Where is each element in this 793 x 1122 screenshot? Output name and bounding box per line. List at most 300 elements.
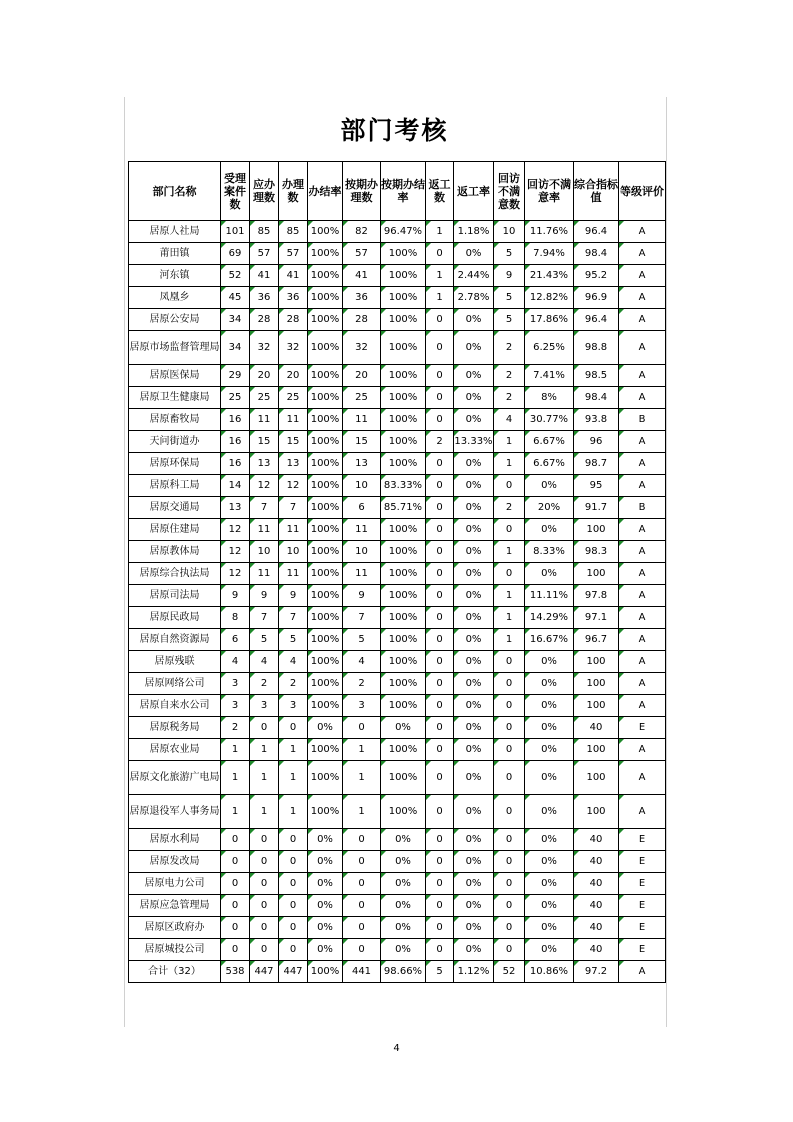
value-cell: 0% [454, 309, 494, 331]
value-cell: 2 [250, 673, 279, 695]
value-cell: 447 [279, 961, 308, 983]
value-cell: 1 [426, 265, 454, 287]
value-cell: 0 [494, 563, 525, 585]
department-name-cell: 居原税务局 [129, 717, 221, 739]
value-cell: 0 [426, 453, 454, 475]
value-cell: 0 [250, 895, 279, 917]
value-cell: 100% [308, 387, 343, 409]
value-cell: 0 [343, 895, 381, 917]
value-cell: 0% [381, 873, 426, 895]
table-row [129, 475, 666, 497]
value-cell: 100% [381, 387, 426, 409]
value-cell: 2 [426, 431, 454, 453]
value-cell: A [619, 475, 666, 497]
value-cell: 0% [525, 829, 574, 851]
value-cell: 100% [308, 475, 343, 497]
department-name-cell: 居原司法局 [129, 585, 221, 607]
value-cell: 0% [454, 873, 494, 895]
value-cell: 4 [279, 651, 308, 673]
header-cell: 回访不满意数 [494, 162, 525, 221]
department-name-cell: 天问街道办 [129, 431, 221, 453]
value-cell: 12 [250, 475, 279, 497]
value-cell: 97.2 [574, 961, 619, 983]
department-name-cell: 居原残联 [129, 651, 221, 673]
value-cell: 34 [221, 309, 250, 331]
value-cell: 0 [494, 917, 525, 939]
value-cell: 0 [426, 243, 454, 265]
value-cell: 0% [454, 717, 494, 739]
department-name-cell: 居原交通局 [129, 497, 221, 519]
value-cell: 40 [574, 873, 619, 895]
value-cell: 0% [454, 563, 494, 585]
value-cell: 0 [426, 309, 454, 331]
value-cell: 1 [494, 629, 525, 651]
value-cell: A [619, 519, 666, 541]
value-cell: A [619, 365, 666, 387]
value-cell: 2.44% [454, 265, 494, 287]
value-cell: 1 [343, 795, 381, 829]
value-cell: 10 [279, 541, 308, 563]
value-cell: 0% [454, 795, 494, 829]
value-cell: 40 [574, 939, 619, 961]
value-cell: 100% [308, 585, 343, 607]
value-cell: 0 [279, 829, 308, 851]
value-cell: 441 [343, 961, 381, 983]
value-cell: 100% [308, 629, 343, 651]
value-cell: 0% [454, 475, 494, 497]
value-cell: 4 [250, 651, 279, 673]
value-cell: 25 [221, 387, 250, 409]
value-cell: 0% [308, 851, 343, 873]
table-row [129, 629, 666, 651]
value-cell: 36 [343, 287, 381, 309]
header-row [129, 162, 666, 221]
value-cell: 8.33% [525, 541, 574, 563]
table-row [129, 795, 666, 829]
value-cell: E [619, 829, 666, 851]
department-name-cell: 合计（32） [129, 961, 221, 983]
value-cell: 0 [494, 829, 525, 851]
department-name-cell: 居原卫生健康局 [129, 387, 221, 409]
value-cell: B [619, 497, 666, 519]
value-cell: 0% [454, 365, 494, 387]
department-name-cell: 居原电力公司 [129, 873, 221, 895]
value-cell: 12 [221, 541, 250, 563]
value-cell: 0 [426, 585, 454, 607]
value-cell: 100% [308, 265, 343, 287]
value-cell: 0% [308, 917, 343, 939]
value-cell: 17.86% [525, 309, 574, 331]
value-cell: 0 [494, 651, 525, 673]
value-cell: 7.41% [525, 365, 574, 387]
value-cell: 0 [426, 409, 454, 431]
value-cell: 95 [574, 475, 619, 497]
department-name-cell: 居原退役军人事务局 [129, 795, 221, 829]
value-cell: 100% [381, 431, 426, 453]
header-cell: 办结率 [308, 162, 343, 221]
value-cell: A [619, 961, 666, 983]
value-cell: A [619, 695, 666, 717]
value-cell: 1 [426, 287, 454, 309]
value-cell: 21.43% [525, 265, 574, 287]
value-cell: 0% [525, 695, 574, 717]
value-cell: 0 [426, 651, 454, 673]
value-cell: 29 [221, 365, 250, 387]
department-name-cell: 居原农业局 [129, 739, 221, 761]
value-cell: 0 [426, 873, 454, 895]
value-cell: 0 [250, 851, 279, 873]
value-cell: 12 [221, 519, 250, 541]
value-cell: 0% [454, 895, 494, 917]
value-cell: 100% [308, 961, 343, 983]
value-cell: 15 [343, 431, 381, 453]
value-cell: 1 [343, 739, 381, 761]
value-cell: 10 [343, 475, 381, 497]
value-cell: 0 [426, 365, 454, 387]
value-cell: 100% [381, 761, 426, 795]
table-body [129, 221, 666, 983]
value-cell: 11 [343, 409, 381, 431]
value-cell: 20 [279, 365, 308, 387]
value-cell: 2 [494, 387, 525, 409]
value-cell: 40 [574, 917, 619, 939]
value-cell: 0% [454, 629, 494, 651]
table-row [129, 331, 666, 365]
value-cell: 0% [454, 651, 494, 673]
value-cell: 20 [250, 365, 279, 387]
department-name-cell: 居原发改局 [129, 851, 221, 873]
value-cell: 1 [221, 795, 250, 829]
value-cell: 0% [454, 761, 494, 795]
value-cell: 6 [343, 497, 381, 519]
department-assessment-table [128, 161, 666, 983]
value-cell: A [619, 287, 666, 309]
value-cell: 0 [343, 851, 381, 873]
value-cell: 100% [381, 607, 426, 629]
header-cell: 应办理数 [250, 162, 279, 221]
value-cell: 5 [494, 309, 525, 331]
value-cell: 3 [221, 695, 250, 717]
value-cell: 32 [343, 331, 381, 365]
value-cell: 11 [279, 563, 308, 585]
value-cell: E [619, 873, 666, 895]
value-cell: 0% [454, 673, 494, 695]
value-cell: 100% [381, 795, 426, 829]
table-row [129, 673, 666, 695]
value-cell: 100% [381, 519, 426, 541]
value-cell: 3 [221, 673, 250, 695]
value-cell: 11 [279, 409, 308, 431]
value-cell: 0% [454, 243, 494, 265]
value-cell: 0 [221, 829, 250, 851]
value-cell: 100% [308, 331, 343, 365]
value-cell: 7 [250, 497, 279, 519]
value-cell: 12.82% [525, 287, 574, 309]
value-cell: 0% [525, 895, 574, 917]
value-cell: 98.4 [574, 387, 619, 409]
value-cell: 0 [343, 939, 381, 961]
value-cell: 13 [279, 453, 308, 475]
department-name-cell: 居原区政府办 [129, 917, 221, 939]
value-cell: 0 [494, 851, 525, 873]
value-cell: 3 [250, 695, 279, 717]
value-cell: 100% [308, 739, 343, 761]
department-name-cell: 凤凰乡 [129, 287, 221, 309]
value-cell: 0 [343, 873, 381, 895]
value-cell: 1 [494, 607, 525, 629]
value-cell: 100 [574, 739, 619, 761]
value-cell: 0% [381, 851, 426, 873]
value-cell: 0 [426, 673, 454, 695]
value-cell: 10 [494, 221, 525, 243]
table-row [129, 409, 666, 431]
value-cell: 5 [343, 629, 381, 651]
value-cell: 0 [221, 917, 250, 939]
value-cell: A [619, 585, 666, 607]
header-cell: 部门名称 [129, 162, 221, 221]
value-cell: 101 [221, 221, 250, 243]
page-title: 部门考核 [340, 116, 449, 145]
value-cell: E [619, 717, 666, 739]
value-cell: 0 [426, 519, 454, 541]
value-cell: 0 [494, 895, 525, 917]
value-cell: 100% [381, 365, 426, 387]
value-cell: A [619, 387, 666, 409]
value-cell: 100% [308, 541, 343, 563]
value-cell: 25 [279, 387, 308, 409]
department-name-cell: 居原网络公司 [129, 673, 221, 695]
value-cell: 0 [279, 717, 308, 739]
value-cell: E [619, 917, 666, 939]
table-row [129, 607, 666, 629]
value-cell: 0% [381, 939, 426, 961]
value-cell: 0% [525, 717, 574, 739]
header-cell: 按期办结率 [381, 162, 426, 221]
department-name-cell: 居原城投公司 [129, 939, 221, 961]
value-cell: 100% [381, 287, 426, 309]
value-cell: 41 [279, 265, 308, 287]
value-cell: 30.77% [525, 409, 574, 431]
value-cell: 100% [308, 519, 343, 541]
value-cell: 2 [494, 331, 525, 365]
value-cell: 0% [381, 829, 426, 851]
value-cell: 100 [574, 651, 619, 673]
value-cell: 0 [250, 717, 279, 739]
value-cell: 100% [381, 331, 426, 365]
value-cell: 98.66% [381, 961, 426, 983]
header-cell: 返工数 [426, 162, 454, 221]
value-cell: 0% [454, 387, 494, 409]
value-cell: 0 [426, 829, 454, 851]
table-row [129, 829, 666, 851]
value-cell: 0 [426, 851, 454, 873]
value-cell: 91.7 [574, 497, 619, 519]
value-cell: 0 [250, 829, 279, 851]
value-cell: 15 [279, 431, 308, 453]
value-cell: 100% [308, 761, 343, 795]
value-cell: 5 [494, 287, 525, 309]
value-cell: 100% [308, 695, 343, 717]
value-cell: 0 [494, 739, 525, 761]
value-cell: 0% [454, 739, 494, 761]
value-cell: 0% [454, 409, 494, 431]
value-cell: 96.47% [381, 221, 426, 243]
value-cell: 1 [279, 739, 308, 761]
value-cell: 7 [279, 497, 308, 519]
value-cell: 0 [494, 717, 525, 739]
value-cell: 98.7 [574, 453, 619, 475]
value-cell: 40 [574, 717, 619, 739]
value-cell: 0% [454, 519, 494, 541]
department-name-cell: 居原市场监督管理局 [129, 331, 221, 365]
value-cell: 0 [250, 939, 279, 961]
value-cell: 0 [221, 851, 250, 873]
value-cell: 0% [308, 873, 343, 895]
value-cell: E [619, 939, 666, 961]
value-cell: 100% [381, 309, 426, 331]
value-cell: 36 [279, 287, 308, 309]
value-cell: 0% [454, 939, 494, 961]
value-cell: 16 [221, 431, 250, 453]
value-cell: 9 [221, 585, 250, 607]
value-cell: 0 [343, 917, 381, 939]
header-cell: 办理数 [279, 162, 308, 221]
value-cell: 0 [426, 917, 454, 939]
value-cell: 100% [308, 795, 343, 829]
value-cell: 11.76% [525, 221, 574, 243]
value-cell: 3 [343, 695, 381, 717]
value-cell: 0% [525, 795, 574, 829]
value-cell: 100% [308, 453, 343, 475]
value-cell: A [619, 265, 666, 287]
value-cell: A [619, 453, 666, 475]
value-cell: 11.11% [525, 585, 574, 607]
value-cell: 32 [279, 331, 308, 365]
value-cell: 95.2 [574, 265, 619, 287]
value-cell: 538 [221, 961, 250, 983]
value-cell: 10.86% [525, 961, 574, 983]
table-row [129, 221, 666, 243]
value-cell: 85 [250, 221, 279, 243]
value-cell: 98.3 [574, 541, 619, 563]
department-name-cell: 居原医保局 [129, 365, 221, 387]
value-cell: 100% [308, 243, 343, 265]
value-cell: 100% [308, 607, 343, 629]
value-cell: 0% [381, 917, 426, 939]
header-cell: 综合指标值 [574, 162, 619, 221]
value-cell: 100% [381, 629, 426, 651]
table-row [129, 453, 666, 475]
value-cell: 2 [221, 717, 250, 739]
value-cell: A [619, 541, 666, 563]
value-cell: 100% [308, 563, 343, 585]
table-row [129, 309, 666, 331]
table-row [129, 851, 666, 873]
value-cell: 6 [221, 629, 250, 651]
department-name-cell: 居原水利局 [129, 829, 221, 851]
value-cell: 15 [250, 431, 279, 453]
value-cell: 100% [381, 541, 426, 563]
value-cell: 0% [454, 917, 494, 939]
value-cell: 97.8 [574, 585, 619, 607]
table-row [129, 585, 666, 607]
value-cell: 0 [426, 895, 454, 917]
value-cell: 96.9 [574, 287, 619, 309]
value-cell: 4 [221, 651, 250, 673]
value-cell: A [619, 431, 666, 453]
value-cell: 16 [221, 453, 250, 475]
value-cell: 100% [308, 365, 343, 387]
value-cell: 0% [525, 873, 574, 895]
value-cell: 28 [279, 309, 308, 331]
value-cell: 100 [574, 695, 619, 717]
table-row [129, 265, 666, 287]
value-cell: 8% [525, 387, 574, 409]
value-cell: 20 [343, 365, 381, 387]
value-cell: 100% [308, 309, 343, 331]
value-cell: 7.94% [525, 243, 574, 265]
value-cell: 16.67% [525, 629, 574, 651]
value-cell: 98.5 [574, 365, 619, 387]
value-cell: 0 [343, 717, 381, 739]
value-cell: 0 [494, 695, 525, 717]
value-cell: 100% [308, 673, 343, 695]
table-row [129, 895, 666, 917]
value-cell: 16 [221, 409, 250, 431]
value-cell: 100% [381, 585, 426, 607]
table-row [129, 917, 666, 939]
value-cell: 1 [494, 585, 525, 607]
department-name-cell: 居原文化旅游广电局 [129, 761, 221, 795]
value-cell: 100% [381, 265, 426, 287]
value-cell: 57 [343, 243, 381, 265]
value-cell: 0% [308, 939, 343, 961]
value-cell: 100 [574, 563, 619, 585]
value-cell: 100% [381, 739, 426, 761]
value-cell: 1.12% [454, 961, 494, 983]
value-cell: 0 [426, 939, 454, 961]
table-row [129, 695, 666, 717]
value-cell: 0% [525, 651, 574, 673]
value-cell: 13 [221, 497, 250, 519]
value-cell: 100 [574, 795, 619, 829]
header-cell: 按期办理数 [343, 162, 381, 221]
value-cell: 83.33% [381, 475, 426, 497]
department-name-cell: 居原科工局 [129, 475, 221, 497]
value-cell: 447 [250, 961, 279, 983]
value-cell: 0% [454, 497, 494, 519]
value-cell: 0 [494, 873, 525, 895]
value-cell: A [619, 309, 666, 331]
value-cell: 0 [426, 541, 454, 563]
value-cell: 20% [525, 497, 574, 519]
value-cell: 12 [279, 475, 308, 497]
value-cell: 100% [381, 695, 426, 717]
value-cell: 13 [250, 453, 279, 475]
total-row [129, 961, 666, 983]
value-cell: 97.1 [574, 607, 619, 629]
department-name-cell: 居原环保局 [129, 453, 221, 475]
value-cell: 2 [279, 673, 308, 695]
value-cell: 98.4 [574, 243, 619, 265]
table-row [129, 431, 666, 453]
value-cell: 1 [250, 739, 279, 761]
table-row [129, 739, 666, 761]
value-cell: 9 [494, 265, 525, 287]
value-cell: 69 [221, 243, 250, 265]
value-cell: 0% [525, 761, 574, 795]
value-cell: E [619, 851, 666, 873]
